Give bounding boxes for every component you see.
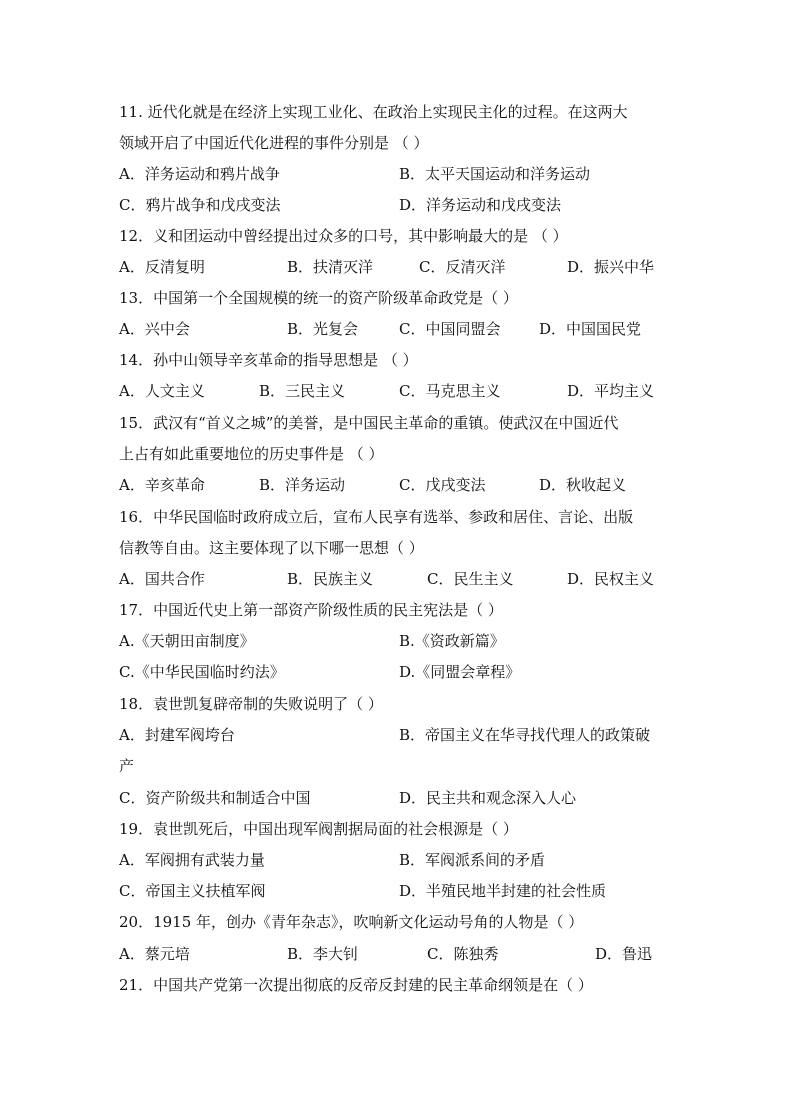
question-11-option-d: D．洋务运动和戊戌变法 <box>399 196 562 214</box>
question-16-option-b: B．民族主义 <box>287 570 374 588</box>
question-20-option-d: D．鲁迅 <box>595 945 653 963</box>
question-19-option-a: A．军阀拥有武装力量 <box>119 851 265 869</box>
question-18-option-b: B．帝国主义在华寻找代理人的政策破 <box>399 726 651 744</box>
question-18-option-a: A．封建军阀垮台 <box>119 726 235 744</box>
question-13-option-a: A．兴中会 <box>119 320 190 338</box>
question-12-option-c: C．反清灭洋 <box>419 258 506 276</box>
question-11-option-b: B．太平天国运动和洋务运动 <box>399 165 591 183</box>
question-11-stem-line-1: 11. 近代化就是在经济上实现工业化、在政治上实现民主化的过程。在这两大 <box>119 103 628 121</box>
question-18-stem: 18．袁世凯复辟帝制的失败说明了（ ） <box>119 695 383 713</box>
question-17-option-d: D.《同盟会章程》 <box>399 663 521 681</box>
question-12-option-b: B．扶清灭洋 <box>287 258 374 276</box>
question-18-option-c: C．资产阶级共和制适合中国 <box>119 789 311 807</box>
question-15-stem-line-1: 15．武汉有“首义之城”的美誉，是中国民主革命的重镇。使武汉在中国近代 <box>119 414 619 432</box>
question-14-option-b: B．三民主义 <box>259 382 346 400</box>
question-13-option-b: B．光复会 <box>287 320 359 338</box>
question-18-option-b-wrap: 产 <box>119 757 135 775</box>
question-19-option-c: C．帝国主义扶植军阀 <box>119 882 266 900</box>
question-12-option-d: D．振兴中华 <box>567 258 655 276</box>
question-16-stem-line-2: 信教等自由。这主要体现了以下哪一思想（ ） <box>119 539 424 557</box>
question-11-option-c: C．鸦片战争和戊戌变法 <box>119 196 281 214</box>
question-17-stem: 17．中国近代史上第一部资产阶级性质的民主宪法是（ ） <box>119 601 503 619</box>
question-13-option-c: C．中国同盟会 <box>399 320 501 338</box>
question-14-stem: 14．孙中山领导辛亥革命的指导思想是 （ ） <box>119 351 418 369</box>
question-16-option-a: A．国共合作 <box>119 570 205 588</box>
question-15-option-d: D．秋收起义 <box>539 476 627 494</box>
question-18-option-d: D．民主共和观念深入人心 <box>399 789 577 807</box>
question-17-option-a: A.《天朝田亩制度》 <box>119 632 255 650</box>
question-20-option-b: B．李大钊 <box>287 945 359 963</box>
question-15-stem-line-2: 上占有如此重要地位的历史事件是 （ ） <box>119 445 384 463</box>
question-14-option-a: A．人文主义 <box>119 382 205 400</box>
question-16-option-c: C．民生主义 <box>427 570 514 588</box>
question-14-option-d: D．平均主义 <box>567 382 655 400</box>
question-11-option-a: A．洋务运动和鸦片战争 <box>119 165 280 183</box>
question-13-option-d: D．中国国民党 <box>539 320 642 338</box>
question-17-option-c: C.《中华民国临时约法》 <box>119 663 285 681</box>
question-12-option-a: A．反清复明 <box>119 258 205 276</box>
question-14-option-c: C．马克思主义 <box>399 382 501 400</box>
question-15-option-a: A．辛亥革命 <box>119 476 205 494</box>
question-19-option-d: D．半殖民地半封建的社会性质 <box>399 882 607 900</box>
question-15-option-b: B．洋务运动 <box>259 476 346 494</box>
question-16-option-d: D．民权主义 <box>567 570 655 588</box>
question-20-stem: 20．1915 年，创办《青年杂志》，吹响新文化运动号角的人物是（ ） <box>119 913 584 931</box>
question-21-stem: 21．中国共产党第一次提出彻底的反帝反封建的民主革命纲领是在（ ） <box>119 976 593 994</box>
question-17-option-b: B.《资政新篇》 <box>399 632 505 650</box>
question-20-option-a: A．蔡元培 <box>119 945 190 963</box>
question-19-stem: 19．袁世凯死后，中国出现军阀割据局面的社会根源是（ ） <box>119 820 518 838</box>
question-20-option-c: C．陈独秀 <box>427 945 499 963</box>
question-13-stem: 13．中国第一个全国规模的统一的资产阶级革命政党是（ ） <box>119 289 518 307</box>
question-16-stem-line-1: 16．中华民国临时政府成立后，宣布人民享有选举、参政和居住、言论、出版 <box>119 508 634 526</box>
question-12-stem: 12．义和团运动中曾经提出过众多的口号，其中影响最大的是 （ ） <box>119 227 568 245</box>
question-19-option-b: B．军阀派系间的矛盾 <box>399 851 546 869</box>
question-15-option-c: C．戊戌变法 <box>399 476 486 494</box>
question-11-stem-line-2: 领域开启了中国近代化进程的事件分别是 （ ） <box>119 134 429 152</box>
